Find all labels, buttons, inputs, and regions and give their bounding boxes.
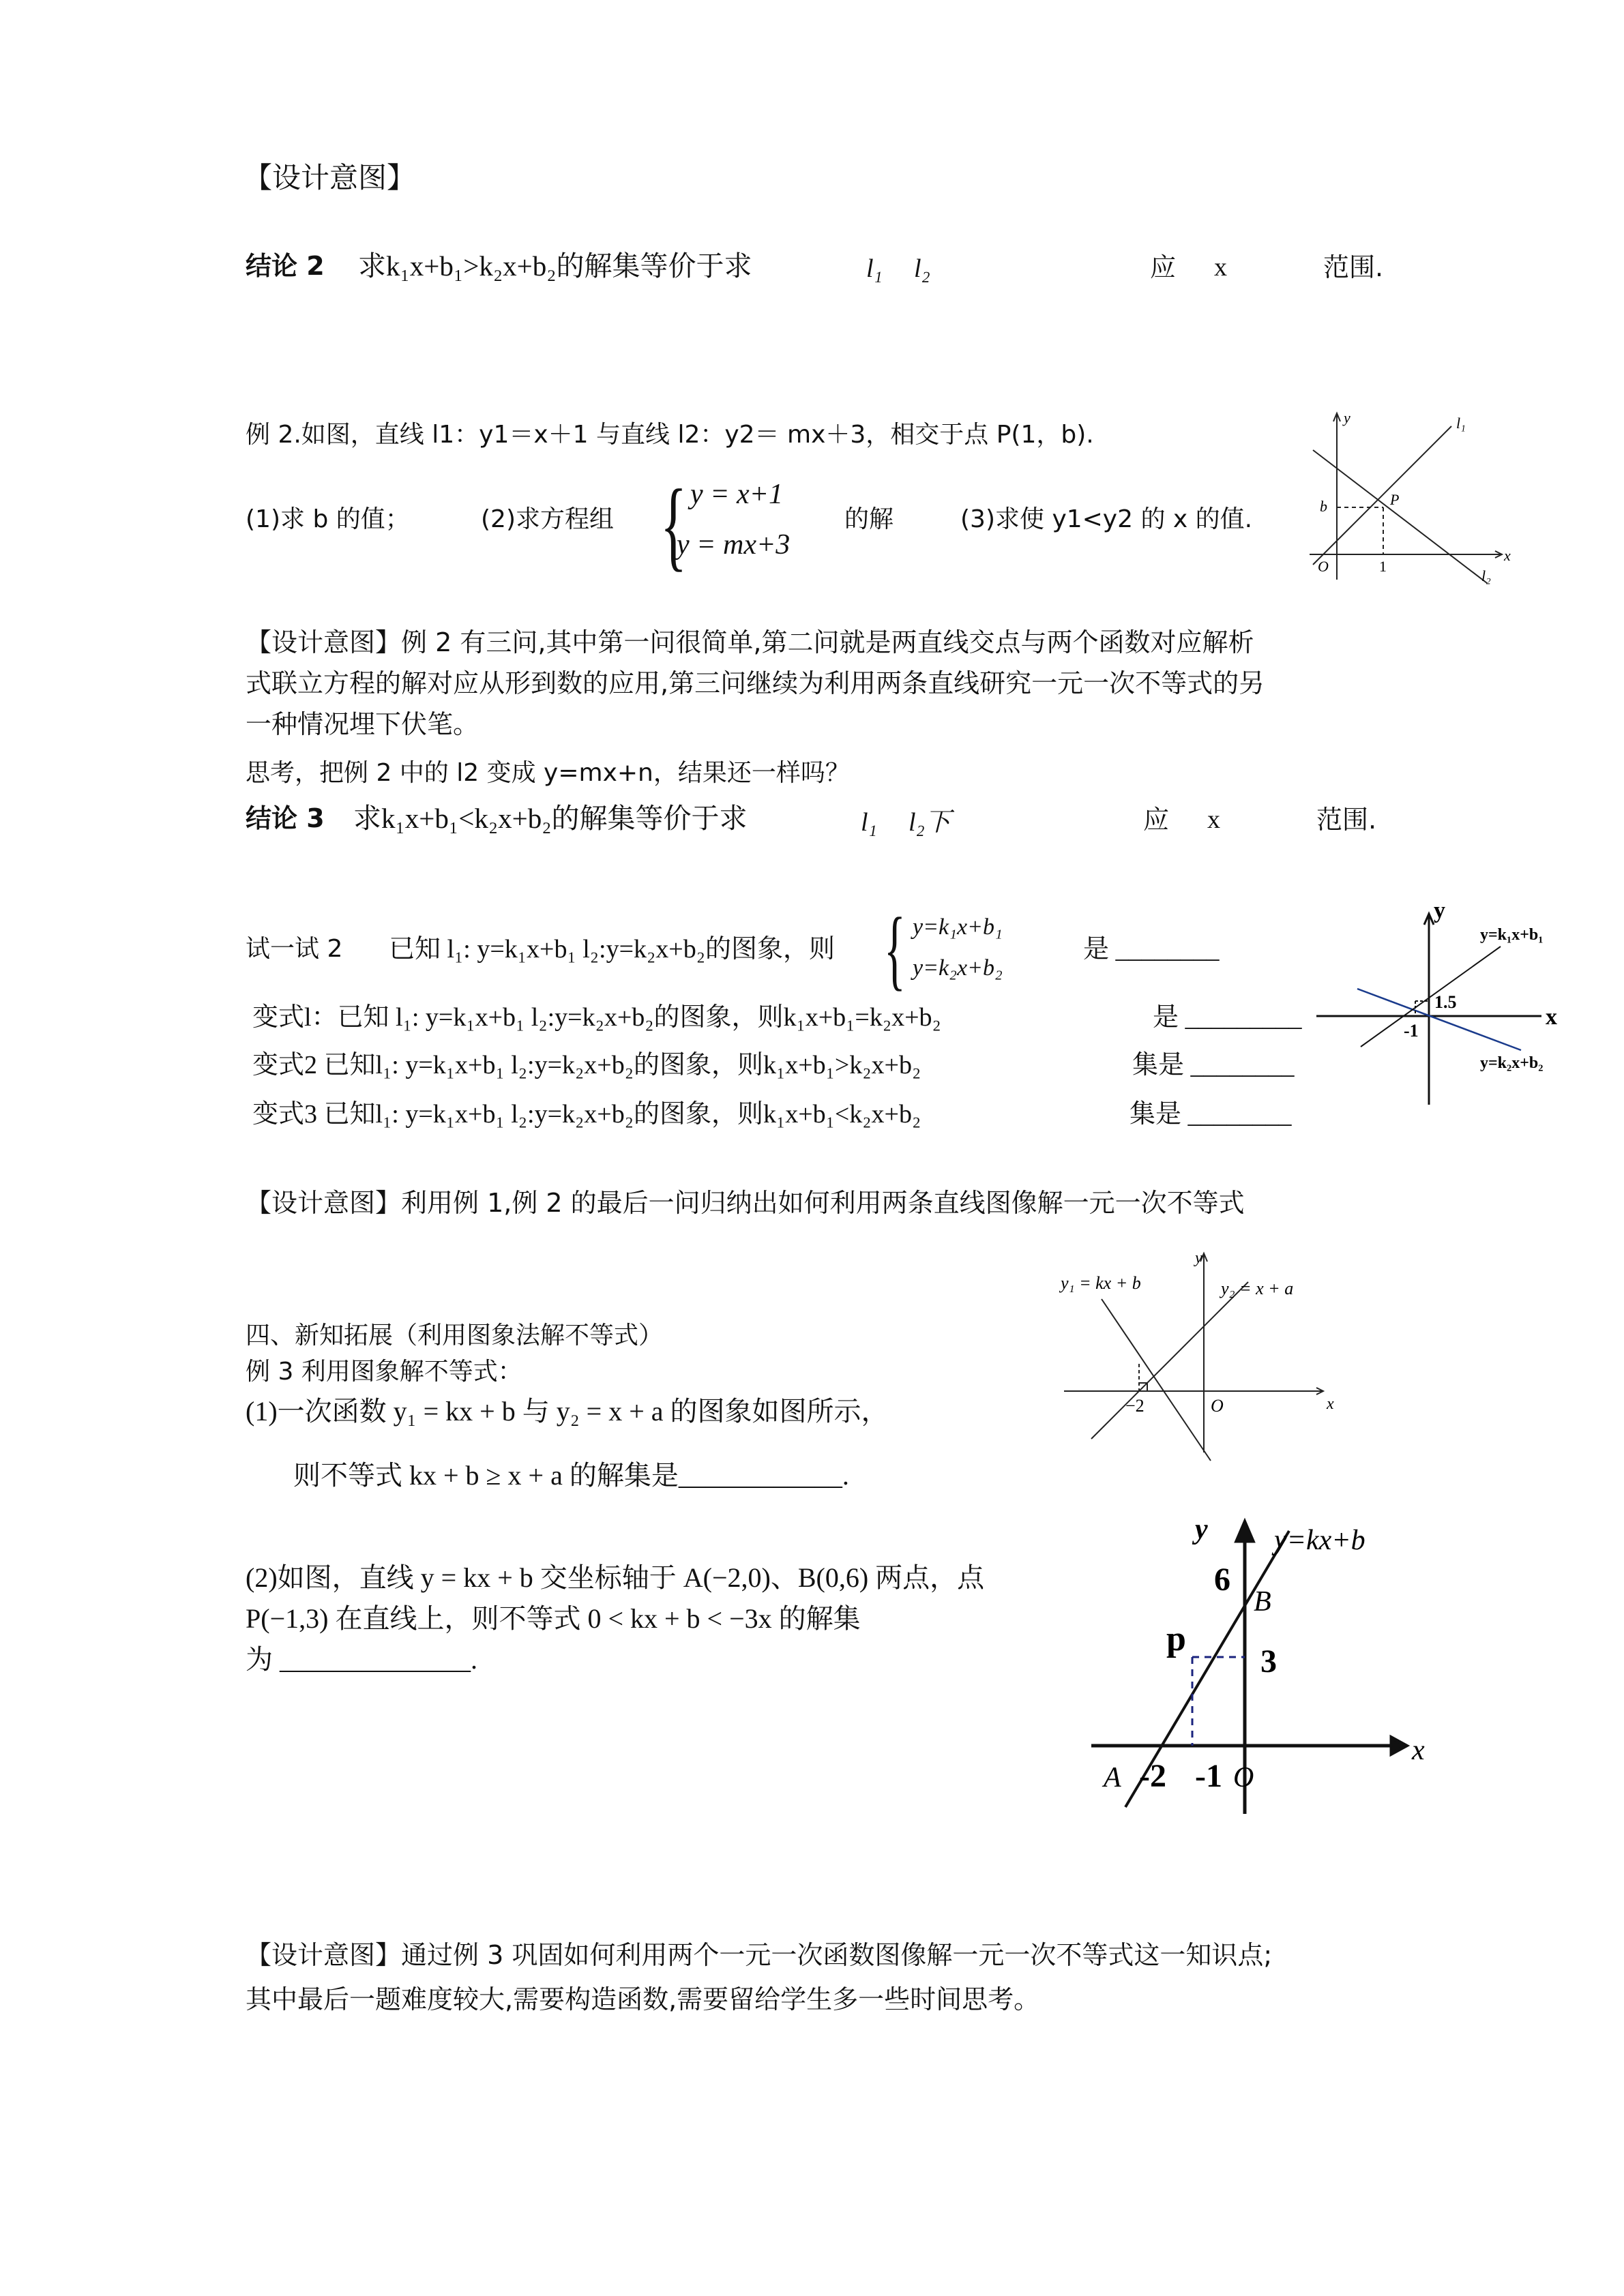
- section4-p2c: 为 ______________.: [246, 1644, 477, 1675]
- section4-ex3: 例 3 利用图象解不等式：: [246, 1358, 522, 1386]
- try2-figure: [1316, 900, 1603, 1105]
- fig1-P-label: P: [1390, 491, 1400, 508]
- fig1-y-label: y: [1344, 409, 1350, 426]
- fig4-x-label: x: [1412, 1735, 1425, 1766]
- variant3-tail: 集是 ________: [1130, 1100, 1292, 1129]
- conclusion2-text: 求k₁x+b₁>k₂x+b₂的解集等价于求: [358, 250, 752, 282]
- fig2-v15-label: 1.5: [1434, 992, 1457, 1012]
- conclusion3-x: x: [1207, 805, 1220, 834]
- variant3-text: 变式3 已知l₁: y=k₁x+b₁ l₂:y=k₂x+b₂的图象，则k₁x+b₁<k₂x+b₂: [252, 1100, 921, 1129]
- variant1-text: 变式l：已知 l₁: y=k₁x+b₁ l₂:y=k₂x+b₂的图象，则k₁x+b₁=k₂x+b₂: [252, 1003, 941, 1032]
- example2-eq1: y = x+1: [690, 479, 783, 510]
- try2-text: 已知 l₁: y=k₁x+b₁ l₂:y=k₂x+b₂的图象，则: [389, 935, 835, 964]
- design2-line1: 【设计意图】例 2 有三问,其中第一问很简单,第二问就是两直线交点与两个函数对应解析: [246, 627, 1254, 657]
- section4-p1: (1)一次函数 y₁ = kx + b 与 y₂ = x + a 的图象如图所示，: [246, 1396, 889, 1427]
- conclusion2-x: x: [1214, 253, 1227, 282]
- design-heading: 【设计意图】: [243, 161, 416, 194]
- fig3-m2-label: −2: [1125, 1396, 1145, 1416]
- fig4-m1-label: -1: [1195, 1758, 1222, 1794]
- variant2-tail: 集是 ________: [1132, 1051, 1295, 1079]
- conclusion2-l2: l₂: [914, 254, 930, 283]
- example3-figure2: [1091, 1514, 1446, 1828]
- fig4-line-label: y=kx+b: [1274, 1525, 1365, 1556]
- conclusion2-ying: 应: [1150, 252, 1177, 282]
- conclusion3-l2: l₂下: [909, 808, 951, 837]
- fig1-x-label: x: [1504, 547, 1511, 564]
- fig3-y-label: y: [1195, 1249, 1202, 1267]
- conclusion3-l1: l₁: [861, 808, 877, 837]
- fig2-l1-label: y=k₁x+b₁: [1480, 926, 1544, 944]
- design3-text: 【设计意图】利用例 1,例 2 的最后一问归纳出如何利用两条直线图像解一元一次不等式: [246, 1188, 1245, 1218]
- fig2-y-label: y: [1434, 898, 1445, 923]
- conclusion2-range: 范围.: [1323, 252, 1384, 282]
- example3-figure1: [1050, 1241, 1350, 1466]
- fig4-B-label: B: [1254, 1586, 1271, 1617]
- system-brace-2: {: [884, 899, 906, 999]
- fig2-x-label: x: [1546, 1004, 1557, 1030]
- fig3-y1-label: y₁ = kx + b: [1061, 1273, 1141, 1293]
- fig4-origin-label: O: [1233, 1762, 1254, 1793]
- try2-label: 试一试 2: [246, 935, 343, 963]
- conclusion3-text: 求k₁x+b₁<k₂x+b₂的解集等价于求: [353, 803, 748, 834]
- try2-eq1: y=k₁x+b₁: [913, 914, 1003, 940]
- design2-line2: 式联立方程的解对应从形到数的应用,第三问继续为利用两条直线研究一元一次不等式的另: [246, 668, 1265, 698]
- system-brace-1: {: [660, 469, 688, 581]
- fig4-x-arrow: [1391, 1738, 1406, 1754]
- section4-title: 四、新知拓展（利用图象法解不等式）: [246, 1322, 664, 1350]
- fig4-six-label: 6: [1214, 1562, 1230, 1598]
- try2-tail: 是 ________: [1083, 935, 1220, 964]
- fig4-y-arrow: [1237, 1522, 1253, 1541]
- fig1-b-label: b: [1320, 498, 1327, 515]
- design2-line3: 一种情况埋下伏笔。: [246, 709, 479, 739]
- section4-p2b: P(−1,3) 在直线上，则不等式 0 < kx + b < −3x 的解集: [246, 1603, 861, 1634]
- conclusion2-l1: l₁: [866, 254, 883, 283]
- fig1-origin-label: O: [1318, 558, 1329, 575]
- try2-eq2: y=k₂x+b₂: [913, 955, 1003, 981]
- variant2-text: 变式2 已知l₁: y=k₁x+b₁ l₂:y=k₂x+b₂的图象，则k₁x+b₁>k₂x+b₂: [252, 1051, 921, 1079]
- fig3-origin-label: O: [1211, 1396, 1224, 1416]
- conclusion3-range: 范围.: [1316, 805, 1377, 835]
- example2-eq2: y = mx+3: [677, 529, 791, 561]
- conclusion3-label: 结论 3: [246, 803, 325, 833]
- example2-q2-tail: 的解: [844, 505, 894, 533]
- design2-think: 思考，把例 2 中的 l2 变成 y=mx+n，结果还一样吗？: [246, 759, 850, 787]
- fig4-p-label: p: [1166, 1620, 1186, 1658]
- fig2-line-l1: [1361, 946, 1501, 1047]
- fig4-three-label: 3: [1260, 1643, 1277, 1680]
- fig1-line-l2: [1313, 450, 1487, 583]
- design4-line1: 【设计意图】通过例 3 巩固如何利用两个一元一次函数图像解一元一次不等式这一知识点;: [246, 1940, 1273, 1970]
- example2-figure: [1303, 402, 1521, 586]
- fig4-m2-label: -2: [1139, 1758, 1166, 1794]
- fig1-l1-label: l₁: [1456, 415, 1466, 432]
- fig3-y2-label: y₂ = x + a: [1221, 1279, 1294, 1298]
- conclusion3-ying: 应: [1143, 805, 1170, 835]
- fig3-line-y1: [1102, 1299, 1211, 1461]
- fig2-vm1-label: -1: [1404, 1021, 1419, 1041]
- fig3-x-label: x: [1327, 1395, 1334, 1413]
- example2-q1: (1)求 b 的值；: [246, 505, 410, 533]
- section4-p1b: 则不等式 kx + b ≥ x + a 的解集是____________.: [293, 1460, 849, 1491]
- fig4-y-label: y: [1195, 1514, 1208, 1545]
- fig1-one-label: 1: [1379, 558, 1387, 575]
- variant1-tail: 是 _________: [1153, 1003, 1302, 1032]
- design4-line2: 其中最后一题难度较大,需要构造函数,需要留给学生多一些时间思考。: [246, 1984, 1040, 2014]
- fig1-line-l1: [1313, 426, 1451, 565]
- section4-p2a: (2)如图，直线 y = kx + b 交坐标轴于 A(−2,0)、B(0,6) 两点，点: [246, 1562, 985, 1593]
- conclusion2-label: 结论 2: [246, 251, 325, 281]
- fig3-line-y2: [1091, 1282, 1248, 1439]
- example2-title: 例 2.如图，直线 l1：y1＝x＋1 与直线 l2：y2＝ mx＋3，相交于点 P(1，b).: [246, 421, 1094, 449]
- fig4-A-label: A: [1104, 1762, 1121, 1793]
- example2-q3: (3)求使 y1<y2 的 x 的值.: [960, 505, 1253, 533]
- fig2-l2-label: y=k₂x+b₂: [1480, 1054, 1544, 1072]
- fig1-l2-label: l₂: [1481, 567, 1491, 584]
- example2-q2: (2)求方程组: [481, 505, 614, 533]
